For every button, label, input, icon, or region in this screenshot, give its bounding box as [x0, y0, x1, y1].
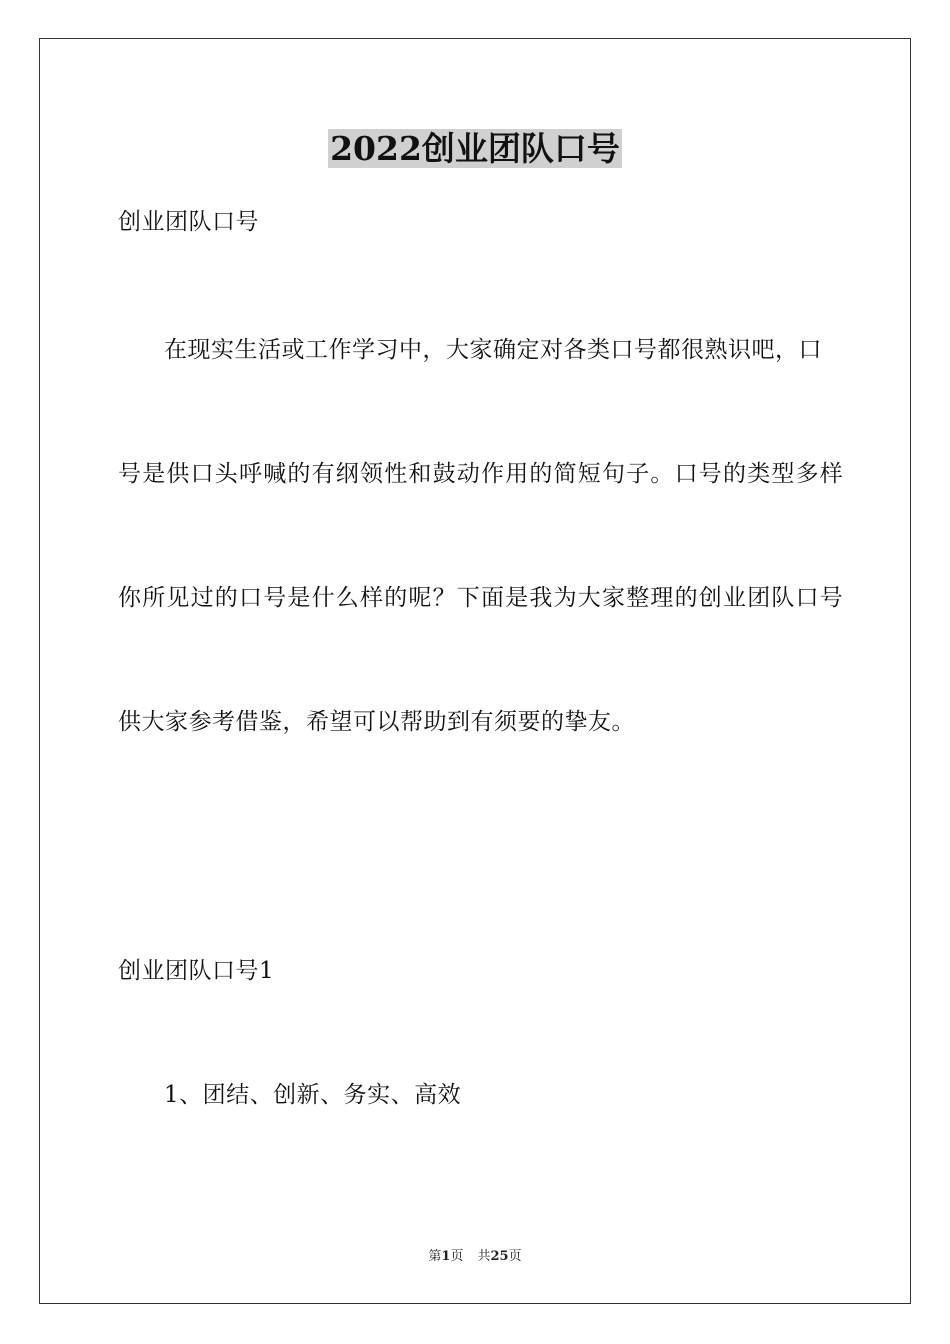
page-prefix: 第 — [428, 1249, 442, 1264]
total-pages: 25 — [490, 1249, 509, 1264]
intro-line-1: 在现实生活或工作学习中，大家确定对各类口号都很熟识吧，口 — [164, 337, 822, 363]
total-prefix: 共 — [477, 1249, 491, 1264]
total-suffix: 页 — [508, 1249, 522, 1264]
intro-line-2: 号是供口头呼喊的有纲领性和鼓动作用的简短句子。口号的类型多样 — [118, 461, 844, 487]
page-number: 1 — [441, 1249, 451, 1264]
list-item: 1、团结、创新、务实、高效 — [164, 1082, 462, 1108]
page-footer — [0, 1248, 950, 1266]
section-heading: 创业团队口号1 — [118, 958, 275, 984]
page-suffix: 页 — [450, 1249, 464, 1264]
document-subtitle: 创业团队口号 — [118, 209, 259, 235]
intro-line-4: 供大家参考借鉴，希望可以帮助到有须要的挚友。 — [118, 709, 635, 735]
document-title — [0, 126, 950, 172]
document-title-text: 2022创业团队口号 — [330, 129, 620, 168]
intro-line-3: 你所见过的口号是什么样的呢？下面是我为大家整理的创业团队口号 — [118, 585, 844, 611]
